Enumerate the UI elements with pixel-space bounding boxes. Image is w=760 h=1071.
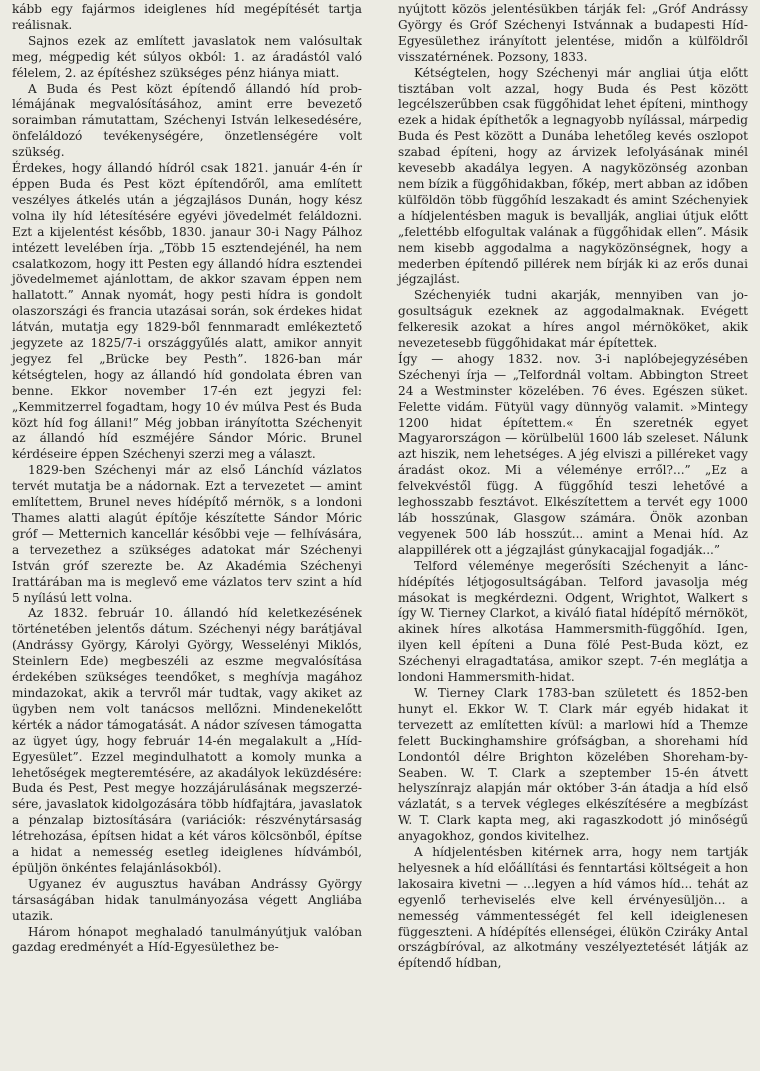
paragraph: Kétségtelen, hogy Széchenyi már angliai útja előtt tisztában volt azzal, hogy Buda és Pest között legcélszerűbben csak függőhidat lehet építeni, minthogy ezek a hidak építhetők a legnagyobb nyílással, márpedig Buda és Pest között a Dunába lehetőleg kevés oszlopot szabad építeni, hogy az árvizek lefolyásának minél kevesebb akadálya legyen. A nagyközönség azonban nem bízik a függőhidakban, főkép, mert abban az időben külföldön több függőhíd leszakadt és amint Széchenyiek a hídjelentésben maguk is bevallják, angliai útjuk előtt „felettébb elfogultak valának a függőhidak ellen”. Másik nem kisebb aggodalma a nagyközönségnek, hogy a mederben építendő pillérek nem bírják ki az erős dunai jégzajlást. [398,65,748,287]
paragraph: Az 1832. február 10. állandó híd keletkezésének történetében jelentős dátum. Széchenyi négy barátjával (Andrássy György, Károlyi György, Wesselényi Miklós, Steinlern Ede) megbeszéli az eszme megvalósítása érdekében szükséges teendőket, s meghívja magához mindazokat, akik a tervről már tudtak, vagy akiket az ügyben nem volt tanácsos mellőzni. Mindenekelőtt kérték a nádor támogatását. A nádor szívesen támogatta az ügyet úgy, hogy február 14-én megalakult a „Híd-Egyesület”. Ezzel megindulhatott a komoly munka a lehetőségek megteremtésére, az akadályok leküzdésére: Buda és Pest, Pest megye hozzájárulásának megszerzésére, javaslatok kidolgozására több hídfajtára, javaslatok a pénzalap biztosítására (variációk: részvénytársaság létrehozása, építsen hidat a két város kölcsönből, építse a hidat a nemesség esetleg ideiglenes hídvámból, épüljön önkéntes felajánlásokból). [12,606,362,875]
paragraph: Érdekes, hogy állandó hídról csak 1821. január 4-én ír éppen Buda és Pest közt építendőről, ama említett veszélyes átkelés után a jégzajlásos Dunán, hogy kész volna ily híd létesítésére egyévi jövedelmét feláldozni. Ezt a kijelentést később, 1830. janaur 30-i Nagy Pálhoz intézett levelében írja. „Több 15 esztendejénél, ha nem csalatkozom, hogy itt Pesten egy állandó hídra esztendei jövedelmemet ajánlottam, de akkor szavam éppen nem hallatott.” Annak nyomát, hogy pesti hídra is gondolt olaszországi és francia utazásai során, sok érdekes hidat látván, mutatja egy 1829-ből fennmaradt emlékeztető jegyzete az 1825/7-i országgyűlés alatt, amikor annyit jegyez fel „Brücke bey Pesth”. 1826-ban már kétségtelen, hogy az állandó híd gondolata ébren van benne. Ekkor november 17-én ezt jegyzi fel: „Kemmitzerrel fogadtam, hogy 10 év múlva Pest és Buda közt híd fog állani!” Még jobban irányította Széchenyit az állandó híd eszméjére Sándor Móric. Brunel kérdéseire éppen Széchenyi szerzi meg a választ. [12,161,362,462]
paragraph: Így — ahogy 1832. nov. 3-i naplóbejegyzésében Széchenyi írja — „Telfordnál voltam. Abbington Street 24 a Westminster közelében. 76 éves. Egészen süket. Felette vidám. Fütyül vagy dünnyög valamit. »Mintegy 1200 hidat építettem.« Én szeretnék egyet Magyarországon — körülbelül 1600 láb szeleset. Nálunk azt hiszik, nem lehetséges. A jég elviszi a pilléreket vagy áradást okoz. Mi a véleménye erről?...” „Ez a felvekvéstől függ. A függőhíd teszi lehetővé a leghosszabb fesztávot. Elkészítettem a tervét egy 1000 láb hosszúnak, Glasgow számára. Önök azonban vegyenek 500 láb hosszút... amint a Menai híd. Az alappillérek ott a jégzajlást gúnykacajjal fogadják...” [398,351,748,557]
paragraph: Telford véleménye megerősíti Széchenyit a lánchídépítés létjogosultságában. Telford javasolja még másokat is megkérdezni. Odgent, Wrightot, Walkert s így W. Tierney Clarkot, a kiváló fiatal hídépítő mérnököt, akinek híres alkotása Hammersmith-függőhíd. Igen, ilyen kell építeni a Duna fölé Pest-Buda közt, ez Széchenyi elragadtatása, amikor szept. 7-én meglátja a londoni Hammersmith-hidat. [398,558,748,685]
paragraph: Sajnos ezek az említett javaslatok nem valósultak meg, mégpedig két súlyos okból: 1. az áradástól való félelem, 2. az építéshez szükséges pénz hiánya miatt. [12,33,362,80]
paragraph: Három hónapot meghaladó tanulmányútjuk valóban gazdag eredményét a Híd-Egyesülethez be- [12,924,362,955]
paragraph: A Buda és Pest közt építendő állandó híd problémájának megvalósításához, amint erre bevezető soraimban rámutattam, Széchenyi István lelkesedésére, önfeláldozó tevékenységére, önzetlenségére volt szükség. [12,81,362,160]
paragraph: A hídjelentésben kitérnek arra, hogy nem tartják helyesnek a híd előállítási és fenntartási költségeit a hon lakosaira kivetni — ...legyen a híd vámos híd... tehát az egyenlő terheviselés elve kell érvényesüljön... a nemesség vámmentességét fel kell ideiglenesen függeszteni. A hídépítés ellenségei, élükön Cziráky Antal országbíróval, az alkotmány veszélyeztetését látják az építendő hídban, [398,845,748,971]
left-text-column [12,2,362,956]
paragraph: Széchenyiék tudni akarják, mennyiben van jogosultságuk ezeknek az aggodalmaknak. Evégett felkeresik azokat a híres angol mérnököket, akik nevezetesebb függőhidakat már építettek. [398,288,748,351]
paragraph: kább egy fajármos ideiglenes híd megépítését tartja reálisnak. [12,2,362,32]
paragraph: W. Tierney Clark 1783-ban született és 1852-ben hunyt el. Ekkor W. T. Clark már egyéb hidakat it tervezett az említetten kívül: a marlowi híd a Themze felett Buckinghamshire grófságban, a shorehami híd Londontól délre Brighton közelében Shoreham-by-Seaben. W. T. Clark a szeptember 15-én átvett helyszínrajz alapján már október 3-án átadja a híd első vázlatát, s a tervek végleges elkészítésére a megbízást W. T. Clark kapta meg, aki ragaszkodott jó minőségű anyagokhoz, gondos kivitelhez. [398,685,748,844]
paragraph: 1829-ben Széchenyi már az első Lánchíd vázlatos tervét mutatja be a nádornak. Ezt a tervezetet — amint említettem, Brunel neves hídépítő mérnök, s a londoni Thames alatti alagút építője készítette Sándor Móric gróf — Metternich kancellár későbbi veje — felhívására, a tervezethez a szükséges adatokat már Széchenyi István gróf szerezte be. Az Akadémia Széchenyi Irattárában ma is meglevő eme vázlatos terv szint a híd 5 nyílású lett volna. [12,463,362,605]
paragraph: Ugyanez év augusztus havában Andrássy György társaságában hidak tanulmányozása végett Angliába utazik. [12,876,362,923]
paragraph: nyújtott közös jelentésükben tárják fel: „Gróf Andrássy György és Gróf Széchenyi Istvánnak a budapesti Híd-Egyesülethez irányított jelentése, midőn a külföldről visszatérnének. Pozsony, 1833. [398,2,748,64]
right-text-column [398,2,748,972]
